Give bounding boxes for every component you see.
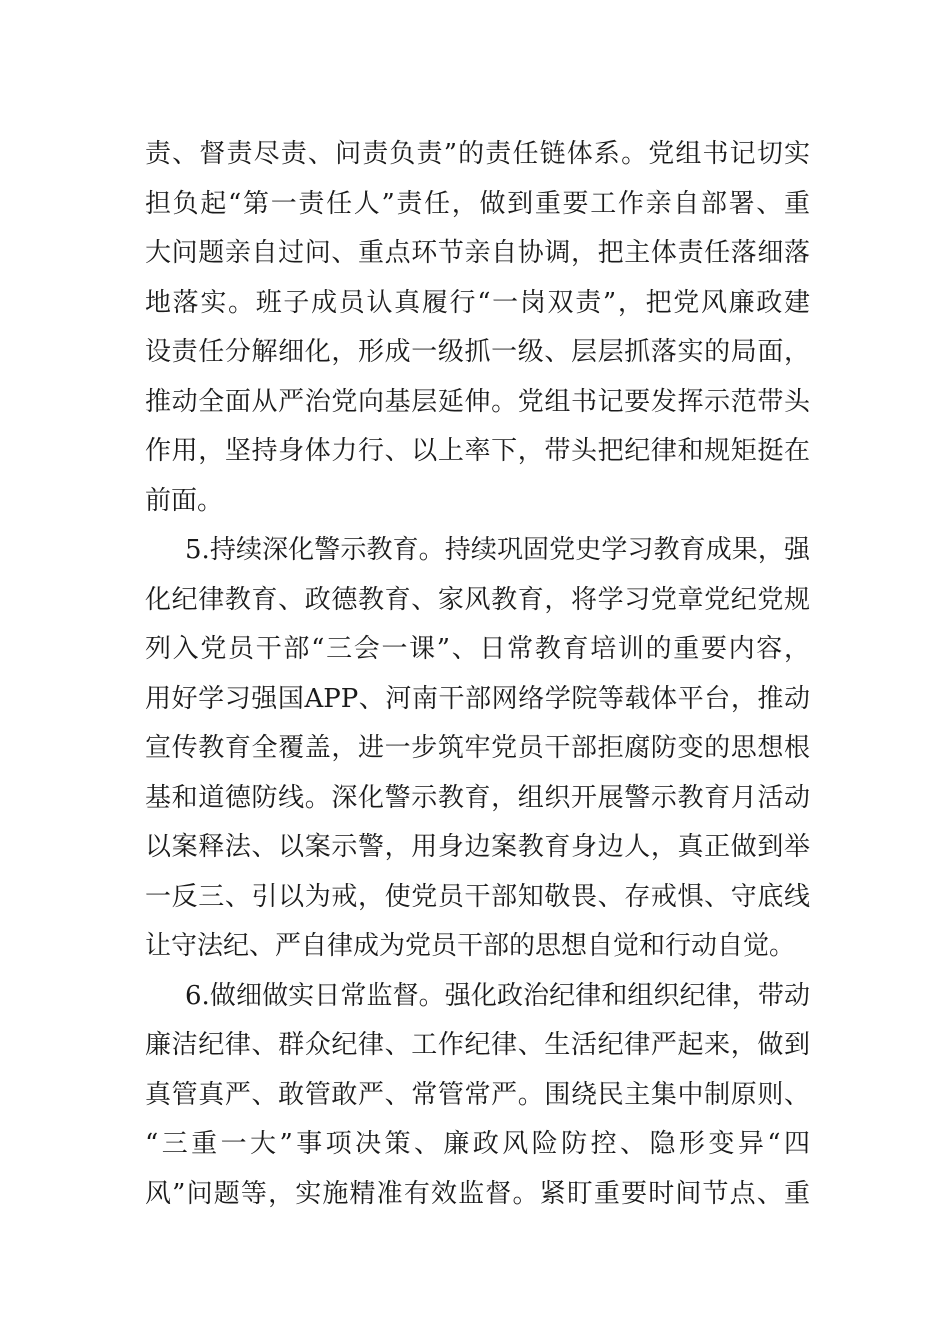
- paragraph-end-line: 让守法纪、严自律成为党员干部的思想自觉和行动自觉。: [145, 931, 796, 961]
- section-6-heading-line: 6.做细做实日常监督。强化政治纪律和组织纪律，带动: [185, 980, 810, 1011]
- text-line: 化纪律教育、政德教育、家风教育，将学习党章党纪党规: [145, 584, 810, 615]
- text-line: 以案释法、以案示警，用身边案教育身边人，真正做到举: [145, 832, 810, 862]
- text-line: 宣传教育全覆盖，进一步筑牢党员干部拒腐防变的思想根: [145, 733, 810, 763]
- text-line: 地落实。班子成员认真履行“一岗双责”，把党风廉政建: [145, 287, 810, 318]
- text-line: 责、督责尽责、问责负责”的责任链体系。党组书记切实: [145, 139, 810, 169]
- text-line: 列入党员干部“三会一课”、日常教育培训的重要内容，: [145, 634, 810, 664]
- paragraph-end-line: 前面。: [145, 485, 224, 516]
- text-line: “三重一大”事项决策、廉政风险防控、隐形变异“四: [145, 1129, 810, 1159]
- text-line: 风”问题等，实施精准有效监督。紧盯重要时间节点、重: [145, 1178, 810, 1209]
- text-line: 基和道德防线。深化警示教育，组织开展警示教育月活动: [145, 782, 810, 813]
- text-line: 推动全面从严治党向基层延伸。党组书记要发挥示范带头: [145, 386, 810, 417]
- text-line: 廉洁纪律、群众纪律、工作纪律、生活纪律严起来，做到: [145, 1030, 810, 1060]
- text-line: 设责任分解细化，形成一级抓一级、层层抓落实的局面，: [145, 337, 810, 367]
- section-5-heading-line: 5.持续深化警示教育。持续巩固党史学习教育成果，强: [185, 535, 810, 565]
- text-line: 真管真严、敢管敢严、常管常严。围绕民主集中制原则、: [145, 1079, 810, 1110]
- text-line: 作用，坚持身体力行、以上率下，带头把纪律和规矩挺在: [145, 436, 810, 466]
- text-line: 用好学习强国APP、河南干部网络学院等载体平台，推动: [145, 683, 810, 714]
- text-line: 担负起“第一责任人”责任，做到重要工作亲自部署、重: [145, 188, 810, 219]
- text-line: 大问题亲自过问、重点环节亲自协调，把主体责任落细落: [145, 238, 810, 268]
- text-line: 一反三、引以为戒，使党员干部知敬畏、存戒惧、守底线: [145, 881, 810, 912]
- document-body: [145, 130, 810, 1219]
